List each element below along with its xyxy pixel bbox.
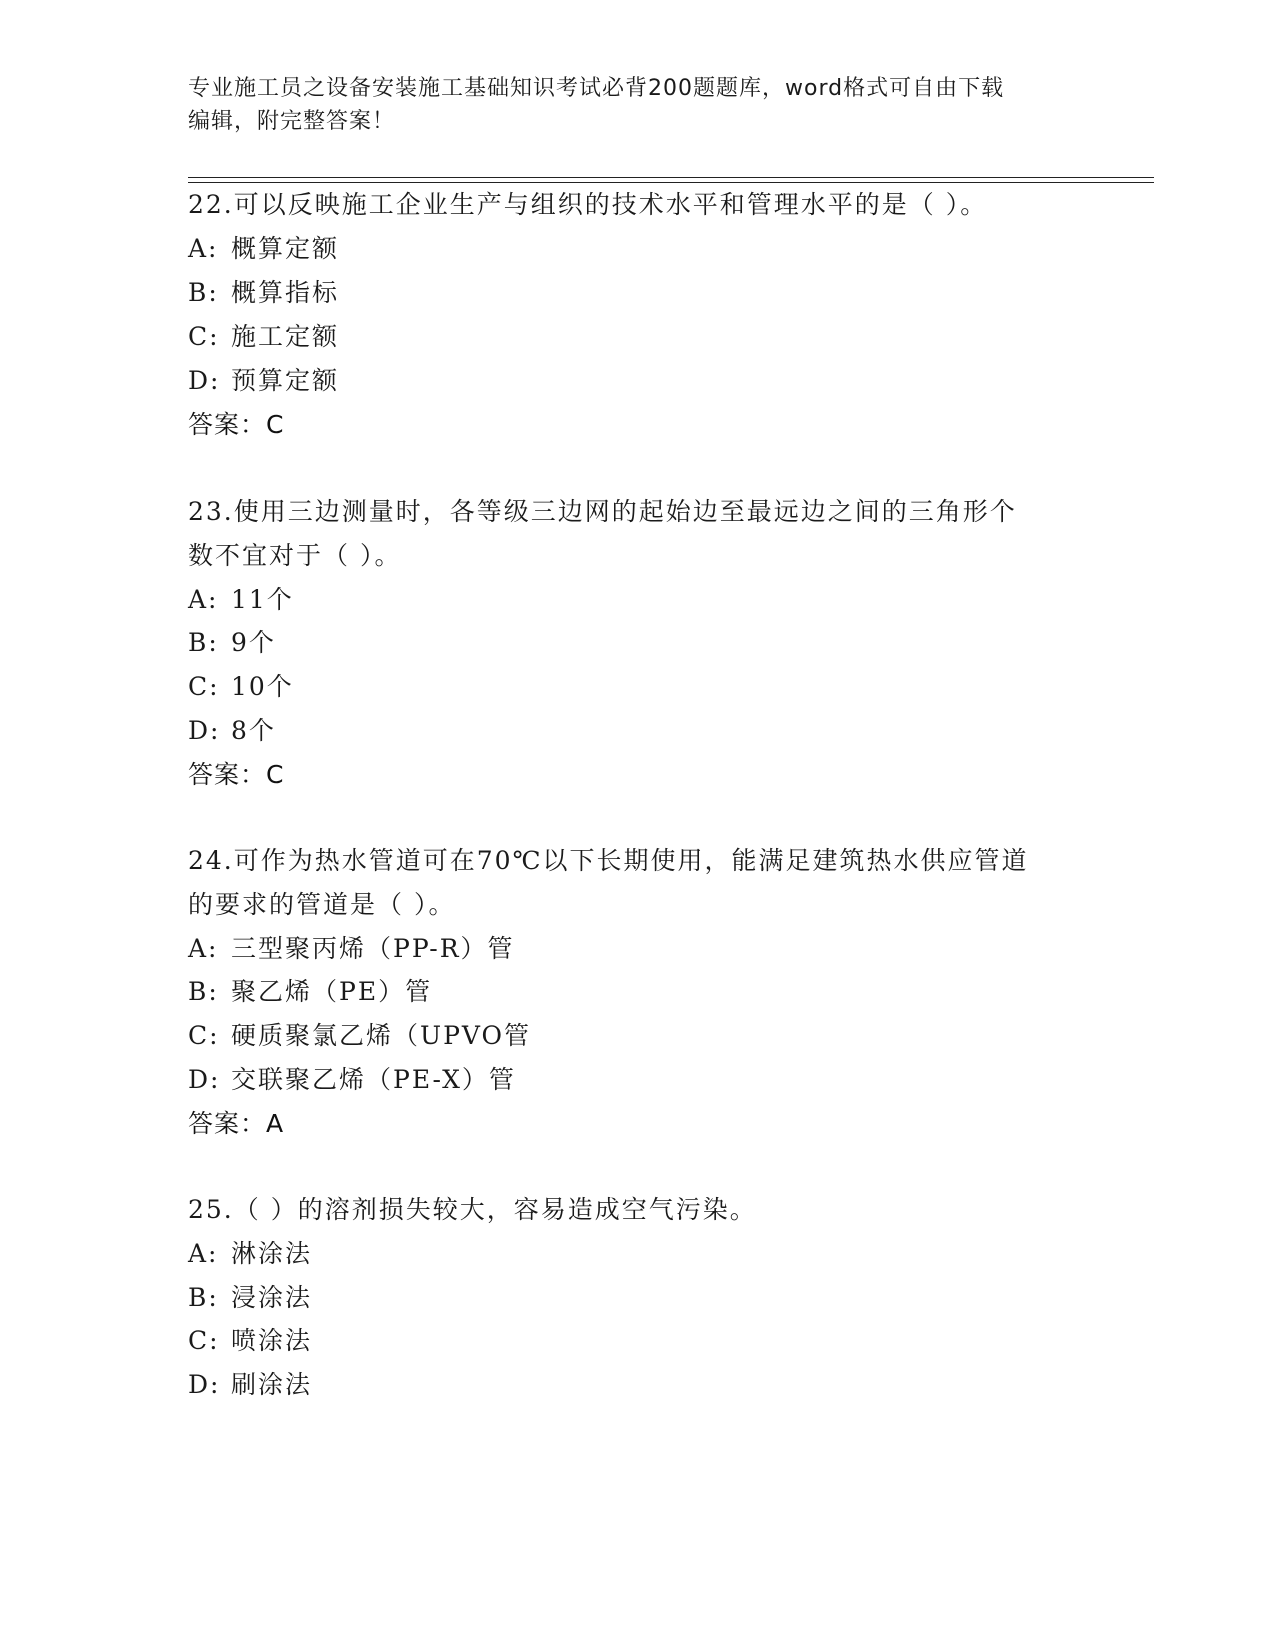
question-24-answer: 答案：A bbox=[188, 1109, 285, 1138]
question-25-option-c bbox=[188, 1323, 312, 1359]
question-23-stem-line-2: 数不宜对于（ ）。 bbox=[188, 541, 402, 570]
option-letter: D: bbox=[188, 1370, 221, 1399]
question-23-option-a bbox=[188, 582, 294, 618]
option-letter: B: bbox=[188, 1283, 219, 1312]
header-divider-bottom bbox=[188, 182, 1154, 183]
option-letter: A: bbox=[188, 234, 219, 263]
option-text: 概算定额 bbox=[231, 234, 340, 263]
question-22-option-a bbox=[188, 231, 339, 267]
option-letter: D: bbox=[188, 366, 221, 395]
option-letter: A: bbox=[188, 585, 219, 614]
question-25-option-b bbox=[188, 1280, 312, 1316]
option-text: 刷涂法 bbox=[231, 1370, 313, 1399]
option-letter: C: bbox=[188, 322, 220, 351]
question-23-answer: 答案：C bbox=[188, 760, 285, 789]
question-24-stem-line-1: 24.可作为热水管道可在70℃以下长期使用，能满足建筑热水供应管道 bbox=[188, 846, 1029, 875]
question-22-option-c bbox=[188, 319, 339, 355]
question-24-option-b bbox=[188, 974, 432, 1010]
option-letter: B: bbox=[188, 628, 219, 657]
question-25-option-a bbox=[188, 1236, 312, 1272]
question-24-stem-line-2: 的要求的管道是（ ）。 bbox=[188, 890, 456, 919]
header-line-2: 编辑，附完整答案！ bbox=[188, 109, 396, 134]
question-22-option-b bbox=[188, 275, 339, 311]
question-24-option-d bbox=[188, 1062, 516, 1098]
option-letter: B: bbox=[188, 278, 219, 307]
option-text: 预算定额 bbox=[231, 366, 340, 395]
question-24-option-c bbox=[188, 1018, 531, 1054]
option-letter: B: bbox=[188, 977, 219, 1006]
option-text: 8个 bbox=[231, 716, 276, 745]
question-22-stem-line-1: 22.可以反映施工企业生产与组织的技术水平和管理水平的是（ ）。 bbox=[188, 190, 988, 219]
header-divider-top bbox=[188, 177, 1154, 178]
option-text: 三型聚丙烯（PP-R）管 bbox=[231, 934, 515, 963]
question-22-option-d bbox=[188, 363, 339, 399]
question-25-stem-line-1: 25.（ ）的溶剂损失较大，容易造成空气污染。 bbox=[188, 1195, 757, 1224]
question-23-option-c bbox=[188, 669, 294, 705]
option-letter: D: bbox=[188, 716, 221, 745]
question-25-option-d bbox=[188, 1367, 312, 1403]
option-text: 浸涂法 bbox=[231, 1283, 313, 1312]
option-text: 概算指标 bbox=[231, 278, 340, 307]
option-letter: C: bbox=[188, 1021, 220, 1050]
document-header bbox=[188, 72, 1068, 138]
option-text: 施工定额 bbox=[231, 322, 340, 351]
option-letter: D: bbox=[188, 1065, 221, 1094]
question-23-option-d bbox=[188, 713, 276, 749]
option-text: 聚乙烯（PE）管 bbox=[231, 977, 433, 1006]
option-text: 10个 bbox=[231, 672, 294, 701]
option-text: 交联聚乙烯（PE-X）管 bbox=[231, 1065, 516, 1094]
question-23-stem-line-1: 23.使用三边测量时，各等级三边网的起始边至最远边之间的三角形个 bbox=[188, 497, 1017, 526]
option-letter: C: bbox=[188, 1326, 220, 1355]
option-letter: A: bbox=[188, 934, 219, 963]
option-text: 11个 bbox=[231, 585, 294, 614]
question-24-option-a bbox=[188, 931, 515, 967]
option-letter: C: bbox=[188, 672, 220, 701]
question-22-answer: 答案：C bbox=[188, 410, 285, 439]
option-text: 淋涂法 bbox=[231, 1239, 313, 1268]
option-text: 喷涂法 bbox=[231, 1326, 313, 1355]
option-text: 9个 bbox=[231, 628, 276, 657]
option-letter: A: bbox=[188, 1239, 219, 1268]
question-23-option-b bbox=[188, 625, 276, 661]
option-text: 硬质聚氯乙烯（UPVO管 bbox=[231, 1021, 532, 1050]
header-line-1: 专业施工员之设备安装施工基础知识考试必背200题题库，word格式可自由下载 bbox=[188, 76, 1005, 101]
